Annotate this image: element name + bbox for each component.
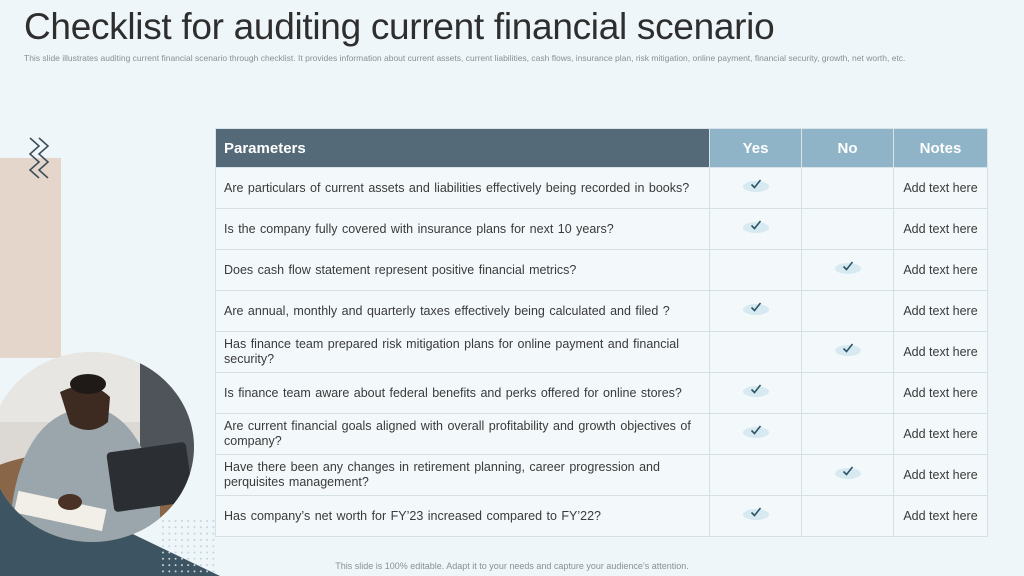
yes-cell — [710, 496, 802, 537]
yes-cell — [710, 168, 802, 209]
yes-cell — [710, 455, 802, 496]
checklist-table — [215, 128, 988, 537]
table-header-row — [216, 129, 988, 168]
yes-header: Yes — [710, 129, 802, 168]
decorative-peach-block — [0, 158, 61, 358]
checkmark-icon — [743, 386, 769, 397]
parameter-cell: Have there been any changes in retirement planning, career progression and perquisites management? — [216, 455, 710, 496]
notes-header: Notes — [894, 129, 988, 168]
table-row — [216, 496, 988, 537]
parameter-cell: Is finance team aware about federal benefits and perks offered for online stores? — [216, 373, 710, 414]
page-title: Checklist for auditing current financial scenario — [24, 6, 775, 47]
parameter-cell: Has finance team prepared risk mitigation plans for online payment and financial security? — [216, 332, 710, 373]
notes-cell: Add text here — [894, 332, 988, 373]
yes-cell — [710, 291, 802, 332]
no-cell — [802, 168, 894, 209]
checkmark-icon — [743, 304, 769, 315]
zigzag-icon — [28, 136, 50, 184]
no-cell — [802, 209, 894, 250]
notes-cell: Add text here — [894, 373, 988, 414]
no-cell — [802, 373, 894, 414]
no-cell — [802, 455, 894, 496]
parameter-cell: Has company’s net worth for FY’23 increased compared to FY’22? — [216, 496, 710, 537]
parameter-cell: Are particulars of current assets and liabilities effectively being recorded in books? — [216, 168, 710, 209]
notes-cell: Add text here — [894, 414, 988, 455]
checkmark-icon — [835, 468, 861, 479]
table-row — [216, 332, 988, 373]
no-cell — [802, 250, 894, 291]
yes-cell — [710, 332, 802, 373]
checkmark-icon — [743, 427, 769, 438]
parameter-cell: Does cash flow statement represent positive financial metrics? — [216, 250, 710, 291]
checkmark-icon — [835, 263, 861, 274]
checkmark-icon — [743, 222, 769, 233]
yes-cell — [710, 250, 802, 291]
notes-cell: Add text here — [894, 250, 988, 291]
notes-cell: Add text here — [894, 209, 988, 250]
yes-cell — [710, 373, 802, 414]
table-row — [216, 291, 988, 332]
parameter-cell: Are current financial goals aligned with overall profitability and growth objectives of company? — [216, 414, 710, 455]
parameter-cell: Are annual, monthly and quarterly taxes effectively being calculated and filed ? — [216, 291, 710, 332]
table-row — [216, 373, 988, 414]
yes-cell — [710, 209, 802, 250]
parameter-cell: Is the company fully covered with insurance plans for next 10 years? — [216, 209, 710, 250]
table-row — [216, 209, 988, 250]
no-cell — [802, 291, 894, 332]
table-row — [216, 414, 988, 455]
parameters-header: Parameters — [216, 129, 710, 168]
checkmark-icon — [743, 509, 769, 520]
footer-note: This slide is 100% editable. Adapt it to your needs and capture your audience’s attention. — [335, 561, 689, 571]
table-row — [216, 250, 988, 291]
checkmark-icon — [835, 345, 861, 356]
no-cell — [802, 332, 894, 373]
notes-cell: Add text here — [894, 496, 988, 537]
table-row — [216, 168, 988, 209]
notes-cell: Add text here — [894, 455, 988, 496]
yes-cell — [710, 414, 802, 455]
table-row — [216, 455, 988, 496]
notes-cell: Add text here — [894, 168, 988, 209]
notes-cell: Add text here — [894, 291, 988, 332]
no-header: No — [802, 129, 894, 168]
checkmark-icon — [743, 181, 769, 192]
no-cell — [802, 414, 894, 455]
no-cell — [802, 496, 894, 537]
page-subtitle: This slide illustrates auditing current financial scenario through checklist. It provides information about current assets, current liabilities, cash flows, insurance plan, risk mitigation, online payment, financial security, growth, net worth, etc. — [24, 53, 906, 63]
